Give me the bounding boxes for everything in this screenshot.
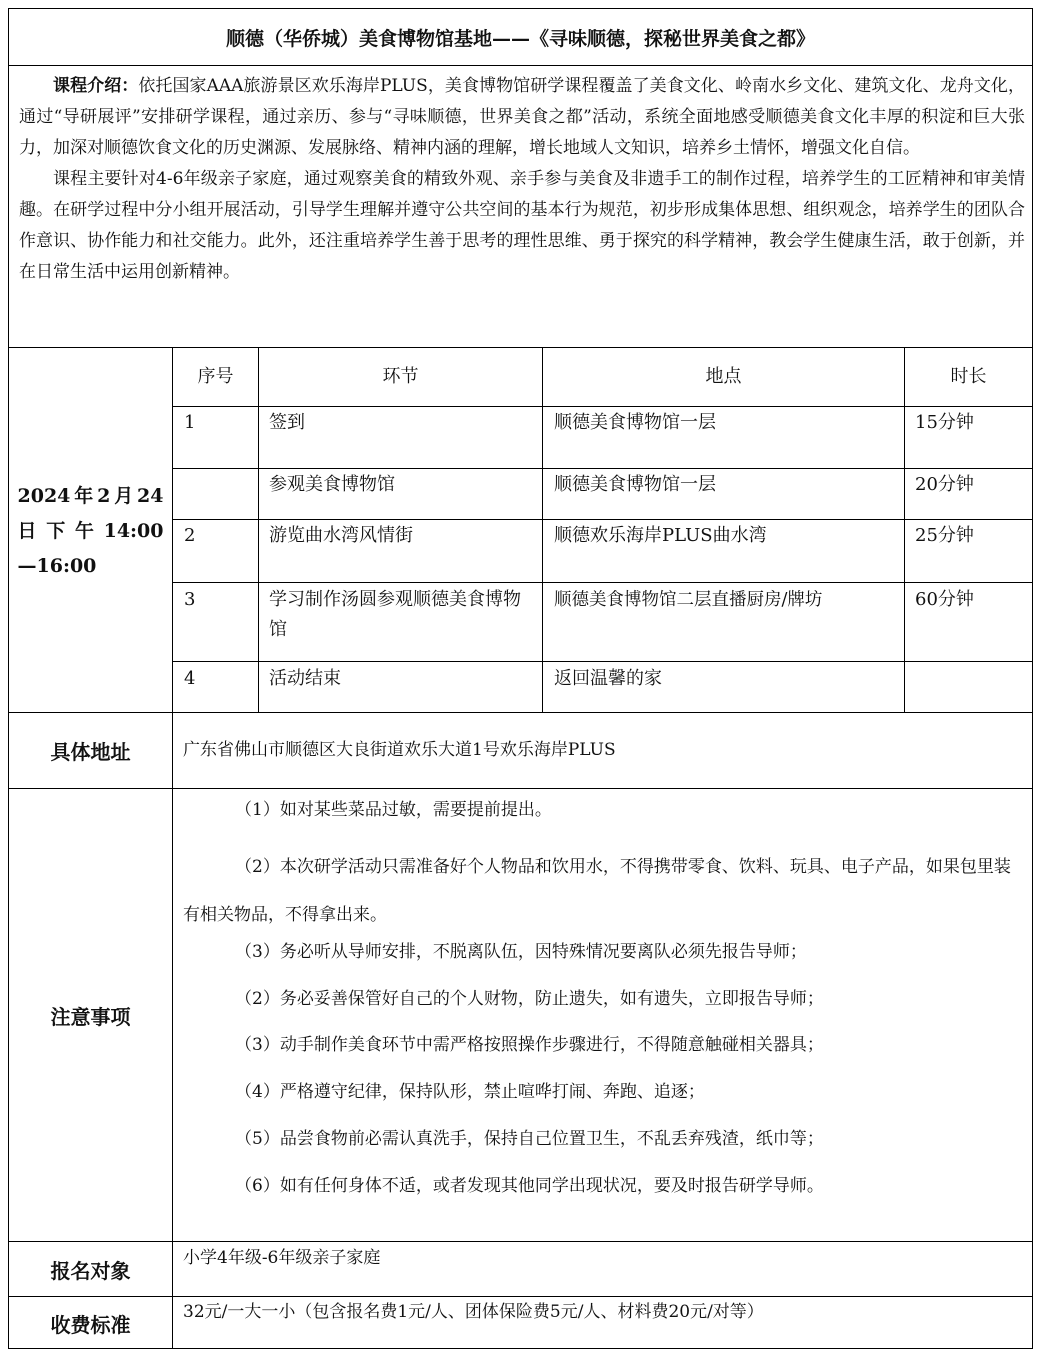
address-value: 广东省佛山市顺德区大良街道欢乐大道1号欢乐海岸PLUS	[183, 740, 616, 760]
notes-item-4: （2）务必妥善保管好自己的个人财物，防止遗失，如有遗失，立即报告导师；	[235, 989, 824, 1009]
row-3-place: 顺德欢乐海岸PLUS曲水湾	[554, 525, 767, 546]
notes-label: 注意事项	[50, 1004, 131, 1029]
address-label: 具体地址	[50, 740, 131, 764]
header-duration: 时长	[950, 366, 987, 387]
row-1-no: 1	[184, 412, 196, 433]
course-document	[8, 8, 1033, 1349]
header-place: 地点	[705, 366, 742, 387]
notes-item-6: （4）严格遵守纪律，保持队形，禁止喧哗打闹、奔跑、追逐；	[235, 1082, 705, 1102]
notes-item-2: （2）本次研学活动只需准备好个人物品和饮用水，不得携带零食、饮料、玩具、电子产品，如果包里装有相关物品，不得拿出来。	[183, 857, 1011, 925]
divider	[172, 661, 1032, 662]
schedule-date-cell	[9, 349, 172, 713]
row-5-no: 4	[184, 668, 196, 689]
row-2-step: 参观美食博物馆	[269, 474, 395, 495]
header-no: 序号	[197, 366, 234, 387]
divider	[9, 65, 1032, 66]
row-4-step: 学习制作汤圆参观顺德美食博物馆	[269, 589, 521, 640]
divider	[172, 519, 1032, 520]
row-3-step: 游览曲水湾风情街	[269, 525, 413, 546]
notes-item-3: （3）务必听从导师安排，不脱离队伍，因特殊情况要离队必须先报告导师；	[235, 942, 807, 962]
row-4-place: 顺德美食博物馆二层直播厨房/牌坊	[554, 590, 823, 610]
row-3-no: 2	[184, 525, 196, 546]
notes-item-8: （6）如有任何身体不适，或者发现其他同学出现状况，要及时报告研学导师。	[235, 1176, 824, 1196]
row-2-place: 顺德美食博物馆一层	[554, 474, 716, 495]
divider	[172, 406, 1032, 407]
row-2-duration: 20分钟	[915, 474, 974, 495]
row-1-duration: 15分钟	[915, 412, 974, 433]
header-step: 环节	[382, 366, 419, 387]
divider	[258, 347, 259, 712]
divider	[542, 347, 543, 712]
divider	[904, 347, 905, 712]
document-title: 顺德（华侨城）美食博物馆基地——《寻味顺德，探秘世界美食之都》	[225, 27, 815, 50]
row-4-no: 3	[184, 589, 196, 610]
divider	[172, 347, 173, 1349]
notes-item-1: （1）如对某些菜品过敏，需要提前提出。	[235, 800, 552, 820]
row-3-duration: 25分钟	[915, 525, 974, 546]
notes-item-7: （5）品尝食物前必需认真洗手，保持自己位置卫生，不乱丢弃残渣，纸巾等；	[235, 1129, 824, 1149]
course-intro	[19, 71, 1025, 288]
row-4-duration: 60分钟	[915, 589, 974, 610]
fee-label: 收费标准	[50, 1312, 131, 1337]
row-5-step: 活动结束	[269, 668, 341, 689]
divider	[172, 582, 1032, 583]
schedule-date: 2024年2月24日 下 午 14:00—16:00	[17, 484, 164, 577]
audience-value: 小学4年级-6年级亲子家庭	[183, 1248, 381, 1268]
row-1-step: 签到	[269, 412, 305, 433]
fee-value: 32元/一大一小（包含报名费1元/人、团体保险费5元/人、材料费20元/对等）	[183, 1302, 764, 1322]
intro-paragraph-1	[19, 71, 1025, 164]
row-1-place: 顺德美食博物馆一层	[554, 412, 716, 433]
row-5-place: 返回温馨的家	[554, 668, 662, 689]
intro-label: 课程介绍：	[53, 76, 139, 96]
divider	[172, 468, 1032, 469]
audience-label: 报名对象	[50, 1258, 131, 1283]
notes-item-5: （3）动手制作美食环节中需严格按照操作步骤进行，不得随意触碰相关器具；	[235, 1035, 824, 1055]
intro-paragraph-2: 课程主要针对4-6年级亲子家庭，通过观察美食的精致外观、亲手参与美食及非遗手工的制作过程，培养学生的工匠精神和审美情趣。在研学过程中分小组开展活动，引导学生理解并遵守公共空间的基本行为规范，初步形成集体思想、组织观念，培养学生的团队合作意识、协作能力和社交能力。此外，还注重培养学生善于思考的理性思维、勇于探究的科学精神，教会学生健康生活，敢于创新，并在日常生活中运用创新精神。	[19, 169, 1025, 282]
intro-text-1: 依托国家AAA旅游景区欢乐海岸PLUS，美食博物馆研学课程覆盖了美食文化、岭南水乡文化、建筑文化、龙舟文化，通过“导研展评”安排研学课程，通过亲历、参与“寻味顺德，世界美食之都”活动，系统全面地感受顺德美食文化丰厚的积淀和巨大张力，加深对顺德饮食文化的历史渊源、发展脉络、精神内涵的理解，增长地域人文知识，培养乡土情怀，增强文化自信。	[19, 76, 1025, 158]
divider	[9, 347, 1032, 348]
